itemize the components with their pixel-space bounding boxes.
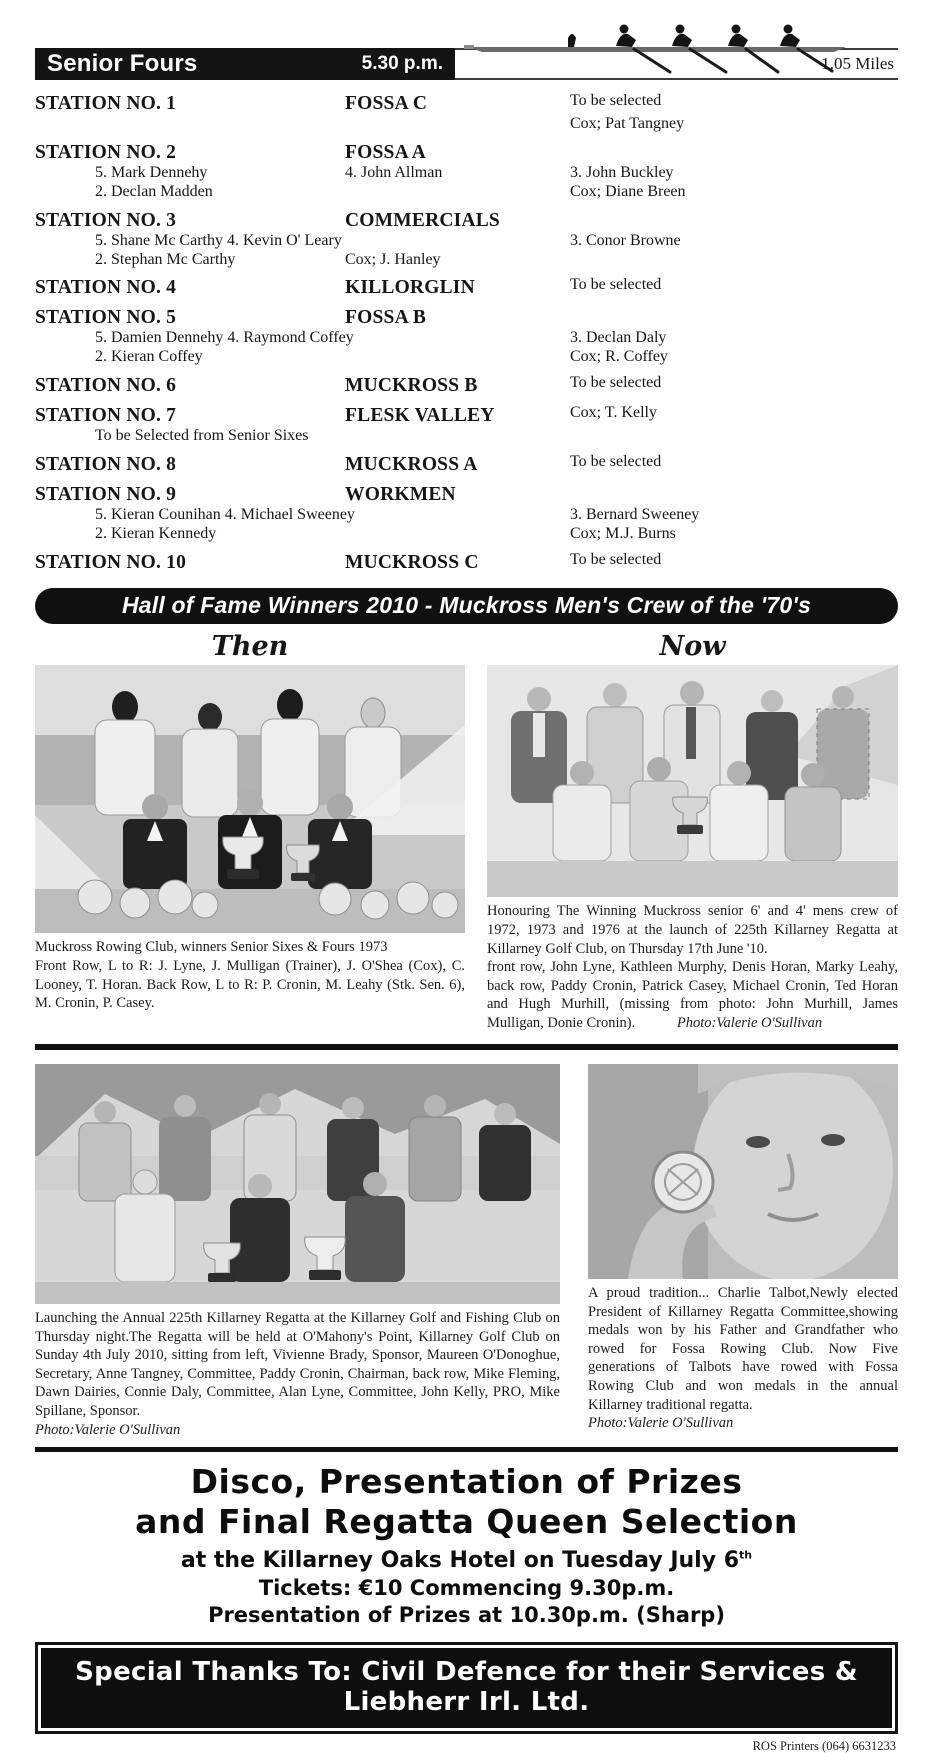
photos-row xyxy=(35,1064,898,1439)
station-club: KILLORGLIN xyxy=(345,277,475,299)
now-caption-p2: front row, John Lyne, Kathleen Murphy, Denis Horan, Marky Leahy, back row, Paddy Cronin, Patrick Casey, Michael Cronin, Ted Horan and Hugh Murhill, (missing from photo: John Murhill, James Mulligan, Donie Cronin). xyxy=(487,959,898,1031)
section-divider xyxy=(35,1447,898,1452)
station-cox: Cox; Pat Tangney xyxy=(570,115,685,132)
launch-photo xyxy=(35,1064,560,1304)
then-photo xyxy=(35,665,465,933)
crew-line: 2. Declan Madden xyxy=(95,182,213,200)
launch-caption-text: Launching the Annual 225th Killarney Regatta at the Killarney Golf and Fishing Club on Thursday night.The Regatta will be held at O'Mahony's Point, Killarney Golf Club on Sunday 4th July 2010, sitting from left, Vivienne Brady, Sponsor, Maureen O'Donoghue, Secretary, Anne Tangney, Committee, Paddy Cronin, Chairman, back row, Mike Fleming, Dawn Dairies, Connie Daly, Committee, Alan Lyne, Committee, John Kelly, PRO, Mike Spillane, Sponsor. xyxy=(35,1310,560,1419)
launch-photo-credit: Photo:Valerie O'Sullivan xyxy=(35,1421,181,1438)
station-6 xyxy=(35,374,898,397)
crew-line: 3. Bernard Sweeney xyxy=(570,506,700,523)
station-4 xyxy=(35,276,898,299)
station-note: To be selected xyxy=(570,92,662,109)
station-5 xyxy=(35,306,898,367)
rowing-four-icon xyxy=(448,16,868,80)
stations-list xyxy=(35,92,898,574)
now-column xyxy=(487,632,898,1033)
station-sub-note: To be Selected from Senior Sixes xyxy=(95,427,309,445)
station-2 xyxy=(35,141,898,202)
station-number: STATION NO. 9 xyxy=(35,484,177,505)
crew-line: 2. Kieran Coffey xyxy=(95,348,203,366)
now-photo-credit: Photo:Valerie O'Sullivan xyxy=(676,1014,823,1031)
station-club: MUCKROSS A xyxy=(345,454,478,475)
station-8 xyxy=(35,453,898,476)
disco-tickets-line: Tickets: €10 Commencing 9.30p.m. xyxy=(258,1576,675,1601)
talbot-photo xyxy=(588,1064,898,1279)
crew-line: 3. Conor Browne xyxy=(570,231,681,249)
station-1 xyxy=(35,92,898,134)
crew-line: 5. Shane Mc Carthy 4. Kevin O' Leary xyxy=(95,231,342,249)
station-9 xyxy=(35,483,898,544)
disco-title-line2: and Final Regatta Queen Selection xyxy=(135,1502,798,1542)
station-cox: Cox; R. Coffey xyxy=(570,348,668,366)
printer-credit: ROS Printers (064) 6631233 xyxy=(752,1738,896,1753)
then-column xyxy=(35,632,465,1033)
crew-line: 2. Stephan Mc Carthy xyxy=(95,250,236,268)
then-caption xyxy=(35,938,465,1012)
crew-line: 5. Damien Dennehy 4. Raymond Coffey xyxy=(95,329,354,347)
talbot-caption-text: A proud tradition... Charlie Talbot,Newly elected President of Killarney Regatta Committee,showing medals won by his Father and Grandfather who rowed for Fossa Rowing Club. Now Five generations of Talbots have rowed with Fossa Rowing Club and won medals in the annual Killarney traditional regatta. xyxy=(588,1285,898,1413)
station-number: STATION NO. 10 xyxy=(35,551,187,573)
race-distance: 1.05 Miles xyxy=(821,54,894,73)
talbot-caption xyxy=(588,1284,898,1432)
now-heading: Now xyxy=(659,630,726,662)
thanks-banner: Special Thanks To: Civil Defence for their Services & Liebherr Irl. Ltd. xyxy=(41,1648,892,1728)
then-heading: Then xyxy=(211,630,289,662)
disco-announcement xyxy=(35,1462,898,1630)
crew-line: 4. John Allman xyxy=(345,163,443,181)
station-number: STATION NO. 8 xyxy=(35,454,177,475)
thanks-banner-frame xyxy=(35,1642,898,1734)
launch-caption xyxy=(35,1309,560,1439)
disco-prizes-line: Presentation of Prizes at 10.30p.m. (Sharp) xyxy=(208,1603,725,1628)
station-number: STATION NO. 5 xyxy=(35,307,177,329)
now-caption xyxy=(487,902,898,1032)
station-club: FOSSA A xyxy=(345,141,427,163)
station-note: To be selected xyxy=(570,453,662,470)
hall-of-fame-banner: Hall of Fame Winners 2010 - Muckross Men's Crew of the '70's xyxy=(35,588,898,624)
station-number: STATION NO. 7 xyxy=(35,405,177,427)
station-3 xyxy=(35,209,898,270)
then-caption-title: Muckross Rowing Club, winners Senior Sixes & Fours 1973 xyxy=(35,939,388,956)
station-club: MUCKROSS C xyxy=(345,551,479,573)
station-note: To be selected xyxy=(570,374,662,392)
station-cox: Cox; Diane Breen xyxy=(570,182,686,200)
station-note: To be selected xyxy=(570,276,662,294)
now-caption-p1: Honouring The Winning Muckross senior 6' and 4' mens crew of 1972, 1973 and 1976 at the launch of 225th Killarney Regatta at Killarney Golf Club, on Thursday 17th June '10. xyxy=(487,903,898,957)
race-header-right xyxy=(455,48,898,80)
station-number: STATION NO. 3 xyxy=(35,209,177,231)
race-time: 5.30 p.m. xyxy=(361,53,443,74)
section-divider xyxy=(35,1044,898,1050)
station-number: STATION NO. 6 xyxy=(35,375,177,397)
station-number: STATION NO. 4 xyxy=(35,277,177,299)
crew-line: 3. Declan Daly xyxy=(570,329,667,347)
talbot-column xyxy=(588,1064,898,1439)
station-note: To be selected xyxy=(570,550,662,568)
station-club: MUCKROSS B xyxy=(345,375,478,397)
station-club: COMMERCIALS xyxy=(345,209,500,231)
station-cox: Cox; J. Hanley xyxy=(345,250,441,268)
station-club: FLESK VALLEY xyxy=(345,405,495,427)
station-number: STATION NO. 2 xyxy=(35,141,177,163)
station-club: FOSSA C xyxy=(345,93,428,114)
station-club: FOSSA B xyxy=(345,307,427,329)
crew-line: 3. John Buckley xyxy=(570,163,674,181)
station-10 xyxy=(35,551,898,574)
race-title: Senior Fours xyxy=(47,50,198,77)
station-number: STATION NO. 1 xyxy=(35,93,177,114)
then-caption-body: Front Row, L to R: J. Lyne, J. Mulligan (Trainer), J. O'Shea (Cox), C. Looney, T. Horan. Back Row, L to R: P. Cronin, M. Leahy (Stk. Sen. 6), M. Cronin, P. Casey. xyxy=(35,957,465,1012)
disco-title-line1: Disco, Presentation of Prizes xyxy=(190,1462,743,1502)
station-7 xyxy=(35,404,898,446)
station-cox: Cox; T. Kelly xyxy=(570,404,657,422)
now-photo xyxy=(487,665,898,897)
race-header-bar xyxy=(35,48,455,80)
station-club: WORKMEN xyxy=(345,484,456,505)
launch-column xyxy=(35,1064,560,1439)
then-now-section xyxy=(35,632,898,1033)
race-header xyxy=(35,20,898,80)
crew-line: 2. Kieran Kennedy xyxy=(95,524,217,542)
talbot-photo-credit: Photo:Valerie O'Sullivan xyxy=(588,1415,734,1432)
disco-venue-line: at the Killarney Oaks Hotel on Tuesday July 6th xyxy=(180,1547,753,1573)
crew-line: 5. Kieran Counihan 4. Michael Sweeney xyxy=(95,506,355,523)
crew-line: 5. Mark Dennehy xyxy=(95,163,208,181)
station-cox: Cox; M.J. Burns xyxy=(570,524,676,542)
